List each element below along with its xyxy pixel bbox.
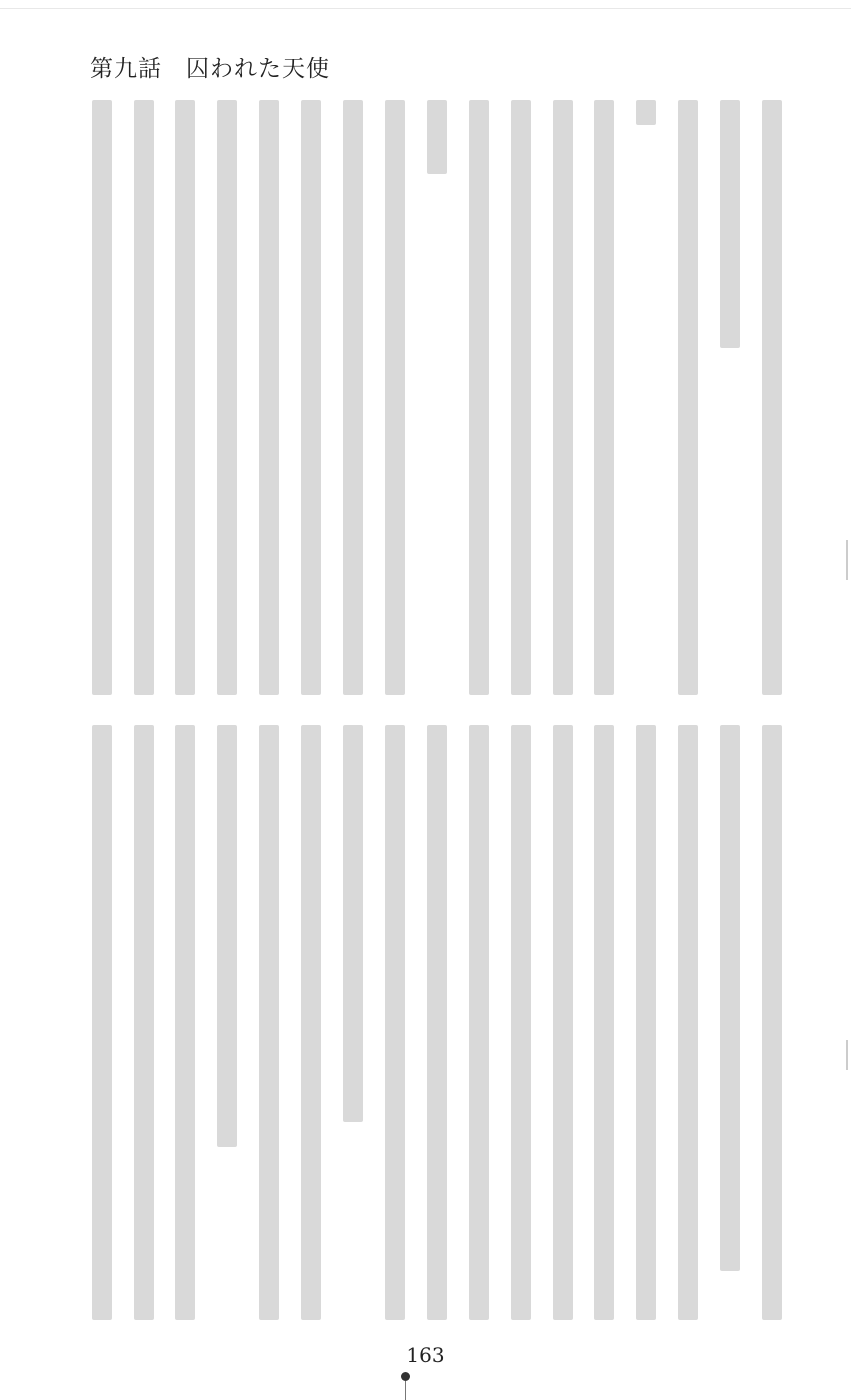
lower-text-column-placeholder [511, 725, 531, 1320]
lower-text-column-placeholder [594, 725, 614, 1320]
upper-text-column-placeholder [259, 100, 279, 695]
edge-mark [846, 1040, 848, 1070]
lower-text-column-placeholder [720, 725, 740, 1271]
page-line-ornament [405, 1381, 406, 1400]
edge-mark [846, 540, 848, 580]
upper-text-column-placeholder [636, 100, 656, 125]
upper-text-column-placeholder [720, 100, 740, 348]
lower-text-column-placeholder [134, 725, 154, 1320]
upper-text-column-placeholder [678, 100, 698, 695]
upper-text-column-placeholder [301, 100, 321, 695]
upper-text-column-placeholder [175, 100, 195, 695]
upper-text-column-placeholder [553, 100, 573, 695]
lower-text-column-placeholder [343, 725, 363, 1122]
chapter-header: 第九話 囚われた天使 [90, 56, 330, 82]
lower-text-column-placeholder [762, 725, 782, 1320]
lower-text-column-placeholder [92, 725, 112, 1320]
lower-text-column-placeholder [553, 725, 573, 1320]
lower-text-column-placeholder [678, 725, 698, 1320]
upper-text-column-placeholder [427, 100, 447, 174]
lower-text-column-placeholder [636, 725, 656, 1320]
lower-text-column-placeholder [469, 725, 489, 1320]
page-number: 163 [406, 1343, 445, 1367]
lower-text-column-placeholder [259, 725, 279, 1320]
upper-text-column-placeholder [762, 100, 782, 695]
upper-text-column-placeholder [92, 100, 112, 695]
lower-text-column-placeholder [217, 725, 237, 1147]
upper-text-column-placeholder [134, 100, 154, 695]
upper-text-column-placeholder [343, 100, 363, 695]
upper-text-column-placeholder [469, 100, 489, 695]
upper-text-column-placeholder [385, 100, 405, 695]
lower-text-column-placeholder [175, 725, 195, 1320]
page-dot-ornament [401, 1372, 410, 1381]
lower-text-column-placeholder [301, 725, 321, 1320]
lower-text-column-placeholder [427, 725, 447, 1320]
upper-text-column-placeholder [511, 100, 531, 695]
upper-text-column-placeholder [594, 100, 614, 695]
lower-text-column-placeholder [385, 725, 405, 1320]
upper-text-column-placeholder [217, 100, 237, 695]
top-rule [0, 8, 851, 9]
